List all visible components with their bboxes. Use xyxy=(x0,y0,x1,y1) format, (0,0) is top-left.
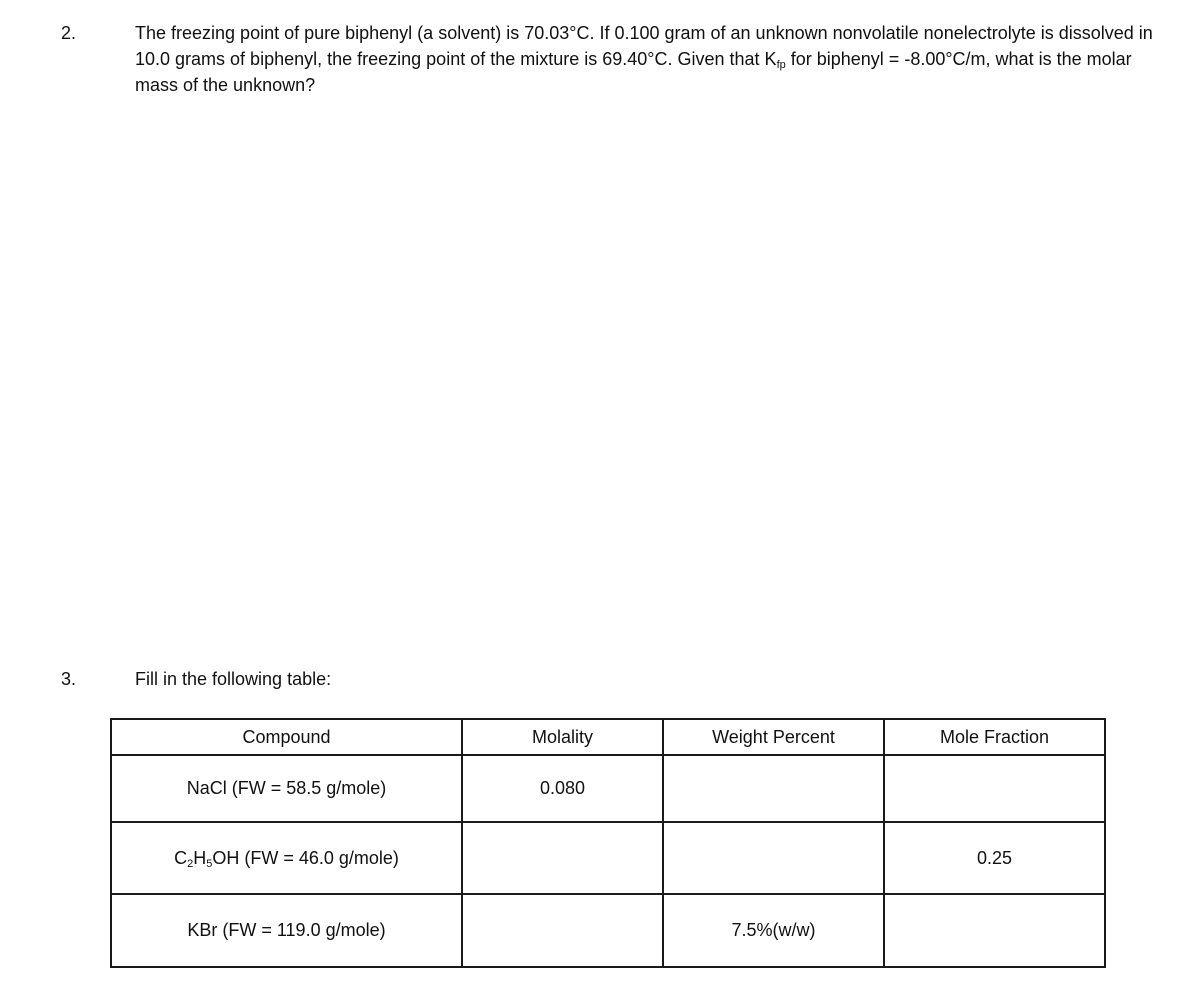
fill-in-table xyxy=(110,718,1106,968)
cell-compound xyxy=(111,822,462,894)
cell-compound: KBr (FW = 119.0 g/mole) xyxy=(111,894,462,967)
table-row xyxy=(111,894,1105,967)
question-2-text-part1: The freezing point of pure biphenyl (a solvent) is 70.03°C. If 0.100 gram of an unknown nonvolatile nonelectrolyte is dissolved in 10.0 grams of biphenyl, the freezing point of the mixture is 69.40°C. Given that K xyxy=(135,23,1153,69)
question-3-instruction: Fill in the following table: xyxy=(135,669,332,689)
formula-c: C xyxy=(174,847,188,868)
cell-molality[interactable]: 0.080 xyxy=(462,755,663,822)
cell-weight-percent[interactable] xyxy=(663,822,884,894)
cell-molality[interactable] xyxy=(462,894,663,967)
header-weight-percent: Weight Percent xyxy=(663,719,884,755)
cell-molality[interactable] xyxy=(462,822,663,894)
formula-rest: OH (FW = 46.0 g/mole) xyxy=(212,847,399,868)
formula-sub-5: 5 xyxy=(206,857,213,870)
cell-mole-fraction[interactable]: 0.25 xyxy=(884,822,1105,894)
header-mole-fraction: Mole Fraction xyxy=(884,719,1105,755)
formula-sub-2: 2 xyxy=(187,857,194,870)
cell-mole-fraction[interactable] xyxy=(884,894,1105,967)
formula-h: H xyxy=(193,847,207,868)
question-2-text xyxy=(135,20,1165,98)
k-fp-subscript: fp xyxy=(776,59,786,71)
cell-mole-fraction[interactable] xyxy=(884,755,1105,822)
question-3-number: 3. xyxy=(61,669,77,689)
question-2-text-part2: for biphenyl = -8.00°C/m, what is the molar mass of the unknown? xyxy=(135,49,1132,95)
cell-weight-percent[interactable] xyxy=(663,755,884,822)
table-row xyxy=(111,822,1105,894)
cell-weight-percent[interactable]: 7.5%(w/w) xyxy=(663,894,884,967)
table-row xyxy=(111,755,1105,822)
cell-compound: NaCl (FW = 58.5 g/mole) xyxy=(111,755,462,822)
header-compound: Compound xyxy=(111,719,462,755)
question-2-number: 2. xyxy=(61,23,77,43)
table-header-row xyxy=(111,719,1105,755)
header-molality: Molality xyxy=(462,719,663,755)
